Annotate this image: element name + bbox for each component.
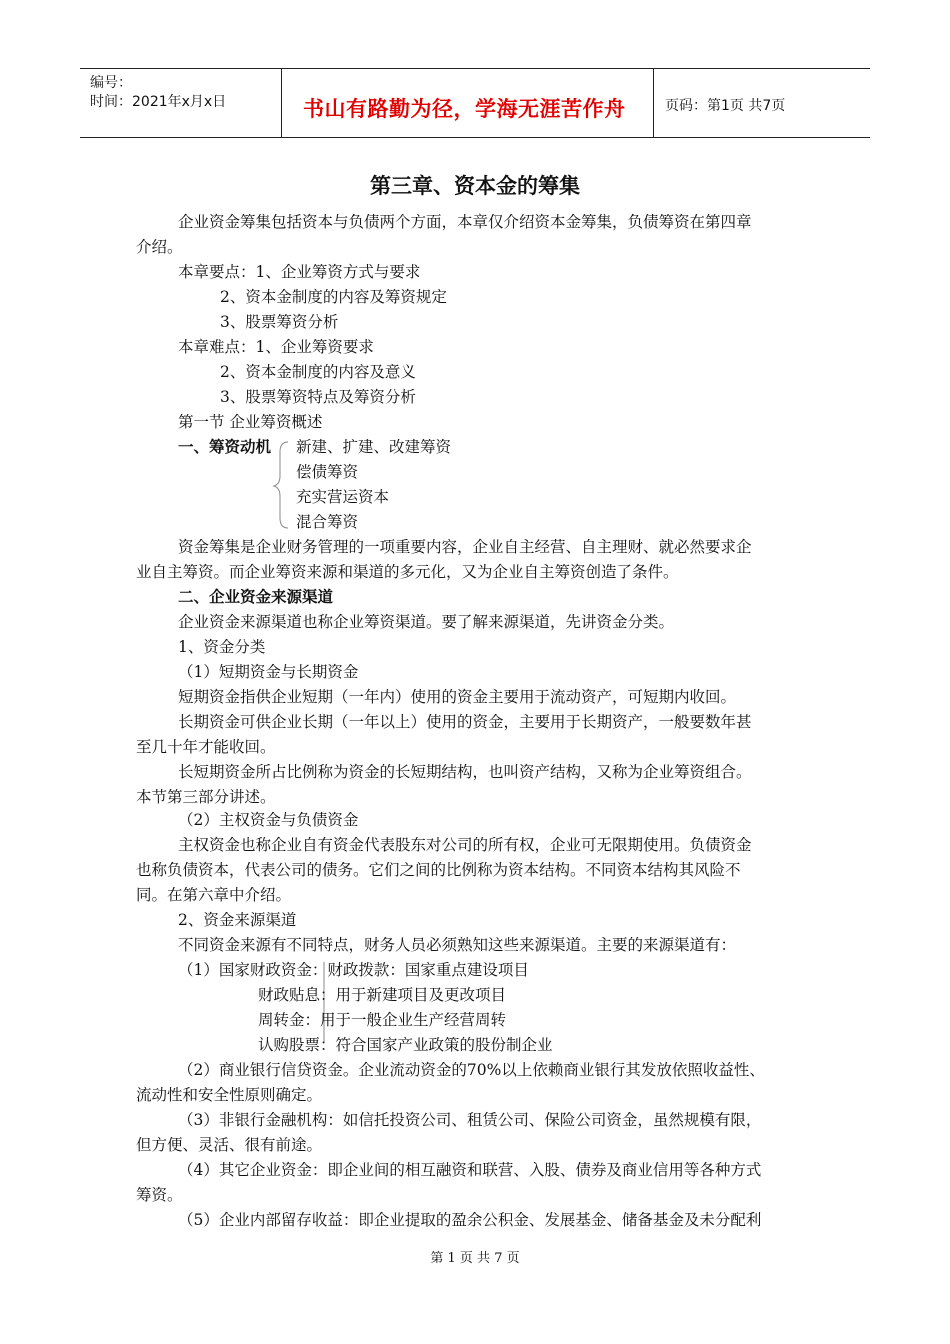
brace-icon [270, 440, 292, 530]
subheading: （2）主权资金与负债资金 [178, 811, 359, 829]
subheading: （1）短期资金与长期资金 [178, 663, 359, 681]
channel-subitem: 财政贴息：用于新建项目及更改项目 [258, 986, 507, 1004]
paragraph-line: 不同资金来源有不同特点，财务人员必须熟知这些来源渠道。主要的来源渠道有： [178, 936, 737, 954]
key-point-line: 3、股票筹资分析 [220, 313, 339, 331]
number-label: 编号： [90, 75, 132, 91]
channel-item: （4）其它企业资金：即企业间的相互融资和联营、入股、债券及商业信用等各种方式 [178, 1161, 762, 1179]
paragraph-line: 资金筹集是企业财务管理的一项重要内容，企业自主经营、自主理财、就必然要求企 [178, 538, 752, 556]
difficulty-line: 本章难点：1、企业筹资要求 [178, 338, 374, 356]
paragraph-line: 短期资金指供企业短期（一年内）使用的资金主要用于流动资产，可短期内收回。 [178, 688, 737, 706]
channel-subitem: 周转金：用于一般企业生产经营周转 [258, 1011, 507, 1029]
chapter-title: 第三章、资本金的筹集 [370, 174, 580, 198]
header-page-cell [653, 69, 870, 137]
heading-motives: 一、筹资动机 [178, 438, 272, 456]
channel-item: 流动性和安全性原则确定。 [136, 1086, 323, 1104]
paragraph-line: 长短期资金所占比例称为资金的长短期结构，也叫资产结构，又称为企业筹资组合。 [178, 763, 752, 781]
paragraph-line: 同。在第六章中介绍。 [136, 886, 292, 904]
motive-item: 新建、扩建、改建筹资 [296, 438, 452, 456]
page-info: 页码：第1页 共7页 [665, 98, 786, 114]
paragraph-line: 介绍。 [136, 238, 183, 256]
key-point-line: 本章要点：1、企业筹资方式与要求 [178, 263, 421, 281]
paragraph-line: 业自主筹资。而企业筹资来源和渠道的多元化，又为企业自主筹资创造了条件。 [136, 563, 679, 581]
paragraph-line: 企业资金筹集包括资本与负债两个方面，本章仅介绍资本金筹集，负债筹资在第四章 [178, 213, 752, 231]
channel-item: （5）企业内部留存收益：即企业提取的盈余公积金、发展基金、储备基金及未分配利 [178, 1211, 762, 1229]
channel-item: （1）国家财政资金：财政拨款：国家重点建设项目 [178, 961, 529, 979]
heading-sources: 二、企业资金来源渠道 [178, 588, 334, 606]
channel-item: （3）非银行金融机构：如信托投资公司、租赁公司、保险公司资金，虽然规模有限， [178, 1111, 762, 1129]
paragraph-line: 本节第三部分讲述。 [136, 788, 276, 806]
motto: 书山有路勤为径，学海无涯苦作舟 [303, 97, 626, 121]
header-table [80, 68, 870, 138]
key-point-line: 2、资本金制度的内容及筹资规定 [220, 288, 447, 306]
motive-item: 偿债筹资 [296, 463, 359, 481]
paragraph-line: 企业资金来源渠道也称企业筹资渠道。要了解来源渠道，先讲资金分类。 [178, 613, 675, 631]
paragraph-line: 至几十年才能收回。 [136, 738, 276, 756]
difficulty-line: 2、资本金制度的内容及意义 [220, 363, 416, 381]
header-left-cell [80, 69, 282, 137]
channel-subitem: 认购股票：符合国家产业政策的股份制企业 [258, 1036, 553, 1054]
channel-item: 但方便、灵活、很有前途。 [136, 1136, 323, 1154]
channel-item: 筹资。 [136, 1186, 183, 1204]
paragraph-line: 长期资金可供企业长期（一年以上）使用的资金，主要用于长期资产，一般要数年甚 [178, 713, 752, 731]
motive-item: 充实营运资本 [296, 488, 390, 506]
paragraph-line: 也称负债资本，代表公司的债务。它们之间的比例称为资本结构。不同资本结构其风险不 [136, 861, 741, 879]
section-heading: 第一节 企业筹资概述 [178, 413, 323, 431]
channel-item: （2）商业银行信贷资金。企业流动资金的70%以上依赖商业银行其发放依照收益性、 [178, 1061, 765, 1079]
page-footer: 第 1 页 共 7 页 [430, 1251, 520, 1266]
difficulty-line: 3、股票筹资特点及筹资分析 [220, 388, 416, 406]
header-motto-cell [281, 69, 654, 137]
motive-item: 混合筹资 [296, 513, 359, 531]
paragraph-line: 主权资金也称企业自有资金代表股东对公司的所有权，企业可无限期使用。负债资金 [178, 836, 752, 854]
date-label: 时间：2021年x月x日 [90, 94, 227, 110]
subheading: 2、资金来源渠道 [178, 911, 297, 929]
subheading: 1、资金分类 [178, 638, 266, 656]
